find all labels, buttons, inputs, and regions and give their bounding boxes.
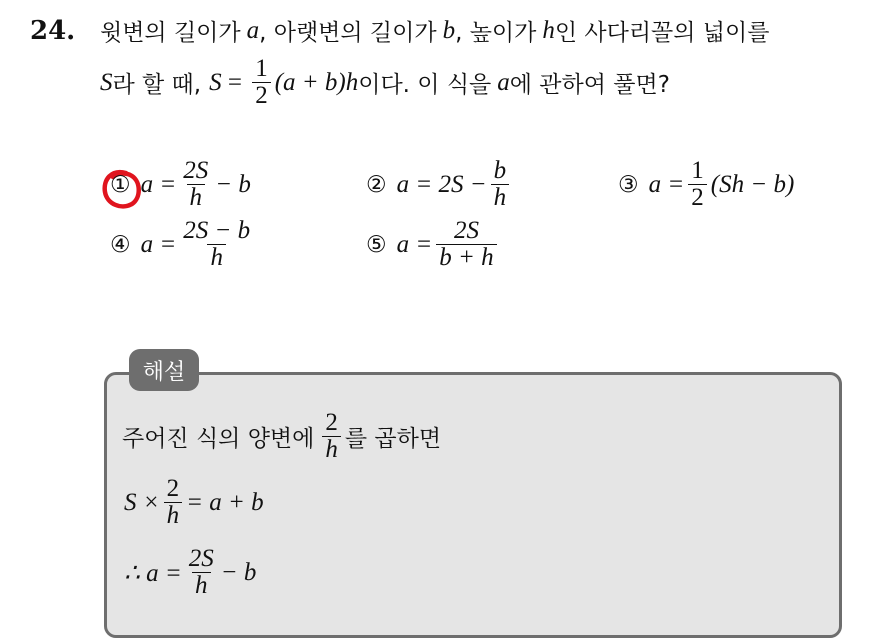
math-expression: = a + b <box>186 488 264 516</box>
fraction-numerator: 2S − b <box>183 217 251 244</box>
choice-number: ③ <box>618 171 639 198</box>
choice-lhs: a = <box>140 230 177 258</box>
question-text: , 아랫변의 길이가 <box>259 20 437 46</box>
fraction-numerator: 1 <box>691 157 704 184</box>
fraction <box>491 158 510 212</box>
fraction-numerator: b <box>493 157 507 184</box>
question-text: 이다. 이 식을 <box>358 72 492 99</box>
fraction <box>322 410 341 464</box>
choice-3[interactable] <box>618 158 794 212</box>
choice-lhs: a = <box>648 170 685 198</box>
fraction-denominator: b + h <box>436 244 496 271</box>
fraction-denominator: h <box>164 502 183 529</box>
fraction-denominator: h <box>192 572 211 599</box>
fraction <box>688 158 707 212</box>
explanation-tag: 해설 <box>129 349 199 391</box>
fraction-numerator: 2S <box>453 217 479 244</box>
question-text: 라 할 때, <box>112 72 202 99</box>
choice-5[interactable] <box>366 218 501 272</box>
explanation-line-2 <box>124 476 264 530</box>
question-text: , 높이가 <box>455 20 537 46</box>
fraction-denominator: h <box>491 184 510 211</box>
question-text: 인 사다리꼴의 넓이를 <box>554 20 770 46</box>
fraction-denominator: h <box>207 244 226 271</box>
fraction <box>164 476 183 530</box>
explanation-line-3 <box>124 546 256 600</box>
choice-lhs: a = <box>140 170 177 198</box>
math-var: b <box>442 16 456 44</box>
fraction <box>180 218 253 272</box>
fraction <box>186 546 217 600</box>
choice-lhs: a = 2S − <box>396 170 487 198</box>
question-text: 에 관하여 풀면? <box>509 72 670 99</box>
fraction-numerator: 2 <box>325 409 338 436</box>
question-line-2 <box>100 56 670 110</box>
choice-2[interactable] <box>366 158 513 212</box>
fraction-denominator: 2 <box>688 184 707 211</box>
choice-rest: − b <box>215 170 251 198</box>
question-text: 윗변의 길이가 <box>100 20 241 46</box>
math-var: S <box>100 68 113 96</box>
fraction <box>436 218 496 272</box>
explanation-text: 를 곱하면 <box>344 426 442 453</box>
fraction-denominator: 2 <box>252 82 271 109</box>
math-expression: ∴ a = <box>124 559 182 587</box>
math-var: S <box>209 68 222 96</box>
explanation-line-1 <box>122 410 441 464</box>
choice-rest: (Sh − b) <box>710 170 795 198</box>
math-expression: (a + b)h <box>274 68 359 96</box>
explanation-text: 주어진 식의 양변에 <box>122 426 315 453</box>
choice-number: ② <box>366 171 387 198</box>
choice-number: ④ <box>110 231 131 258</box>
math-expression: − b <box>220 558 257 586</box>
choice-number: ① <box>110 171 131 198</box>
choice-lhs: a = <box>396 230 433 258</box>
question-number: 24. <box>30 16 76 46</box>
math-expression: S × <box>124 488 160 516</box>
math-var: a <box>497 68 510 96</box>
fraction <box>180 158 211 212</box>
fraction-numerator: 2S <box>188 545 214 572</box>
fraction <box>252 56 271 110</box>
choice-4[interactable] <box>110 218 257 272</box>
choice-1[interactable] <box>110 158 251 212</box>
question-line-1 <box>100 14 769 47</box>
fraction-numerator: 1 <box>255 55 268 82</box>
fraction-denominator: h <box>187 184 206 211</box>
fraction-numerator: 2S <box>183 157 209 184</box>
math-op: = <box>221 68 249 96</box>
math-var: h <box>542 16 555 44</box>
fraction-denominator: h <box>322 436 341 463</box>
choice-number: ⑤ <box>366 231 387 258</box>
fraction-numerator: 2 <box>166 475 180 502</box>
math-var: a <box>246 16 260 44</box>
